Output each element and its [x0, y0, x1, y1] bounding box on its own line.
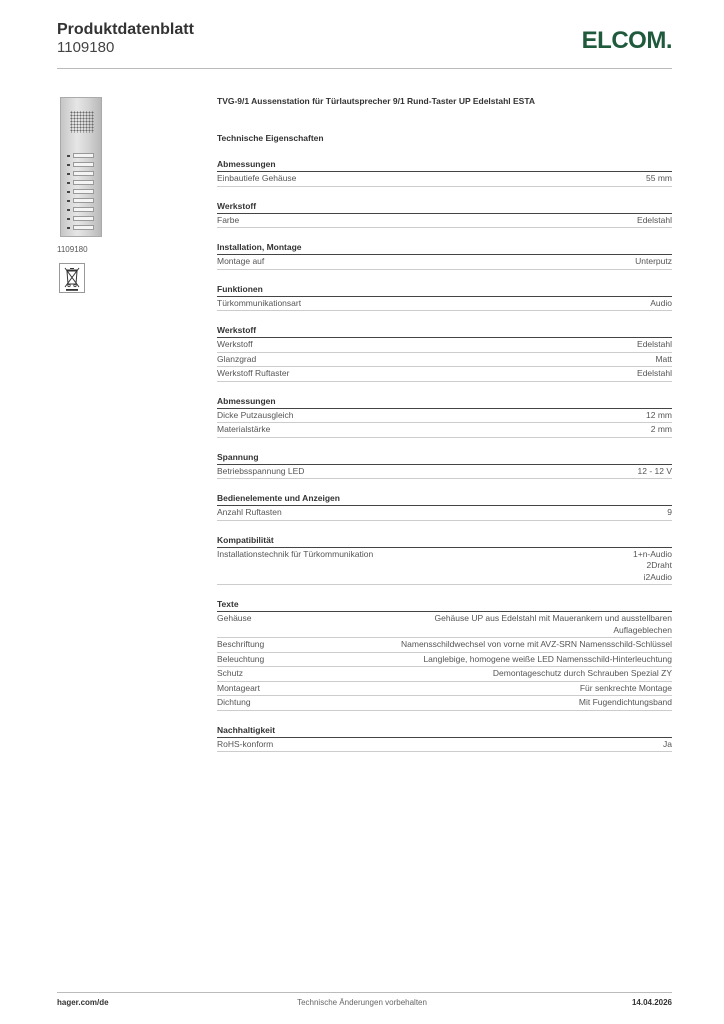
spec-label: Anzahl Ruftasten [217, 507, 282, 517]
spec-label: Glanzgrad [217, 353, 257, 364]
call-button-icon [67, 225, 95, 231]
footer-divider [57, 992, 672, 993]
spec-group-title: Abmessungen [217, 395, 672, 409]
spec-label: Gehäuse [217, 613, 252, 623]
elcom-logo: ELCOM. [581, 27, 672, 54]
call-button-icon [67, 153, 95, 159]
spec-value: 2 mm [650, 424, 672, 434]
spec-value: 12 - 12 V [637, 465, 672, 476]
spec-row [217, 338, 672, 353]
name-plate-icon [73, 207, 94, 212]
spec-group [217, 200, 672, 229]
spec-content [217, 95, 672, 752]
spec-group-title: Funktionen [217, 283, 672, 297]
spec-label: Einbautiefe Gehäuse [217, 173, 297, 183]
spec-row [217, 638, 672, 653]
footer-date: 14.04.2026 [631, 998, 672, 1007]
spec-row [217, 465, 672, 480]
button-led-icon [67, 191, 70, 193]
header-divider [57, 68, 672, 69]
spec-value: 9 [667, 507, 672, 517]
spec-group [217, 724, 672, 753]
spec-row [217, 682, 672, 697]
spec-group-title: Installation, Montage [217, 241, 672, 255]
call-button-icon [67, 171, 95, 177]
spec-label: Materialstärke [217, 424, 271, 434]
spec-value: Edelstahl [637, 339, 672, 349]
spec-group-title: Bedienelemente und Anzeigen [217, 492, 672, 506]
spec-value: 12 mm [646, 409, 672, 420]
button-led-icon [67, 155, 70, 157]
call-button-icon [67, 189, 95, 195]
spec-value: 1+n-Audio 2Draht i2Audio [633, 548, 672, 582]
spec-label: Installationstechnik für Türkommunikation [217, 548, 374, 559]
product-image [60, 97, 102, 237]
button-led-icon [67, 173, 70, 175]
spec-group-title: Texte [217, 598, 672, 612]
call-button-icon [67, 180, 95, 186]
spec-label: RoHS-konform [217, 738, 274, 749]
product-name: TVG-9/1 Aussenstation für Türlautsprecher 9/1 Rund-Taster UP Edelstahl ESTA [217, 96, 536, 106]
spec-value: Demontageschutz durch Schrauben Spezial ZY [492, 668, 672, 678]
name-plate-icon [73, 171, 94, 176]
image-caption: 1109180 [57, 245, 88, 254]
spec-group [217, 534, 672, 586]
article-number: 1109180 [57, 39, 115, 56]
spec-row [217, 738, 672, 753]
spec-group [217, 395, 672, 438]
name-plate-icon [73, 198, 94, 203]
spec-value: Namensschildwechsel von vorne mit AVZ-SRN Namensschild-Schlüssel [401, 639, 672, 649]
spec-groups [217, 158, 672, 752]
weee-bin-icon [59, 263, 85, 293]
call-button-icon [67, 216, 95, 222]
spec-group-title: Werkstoff [217, 324, 672, 338]
spec-value: Edelstahl [637, 214, 672, 225]
spec-value: Matt [655, 353, 672, 364]
spec-label: Werkstoff [217, 339, 253, 349]
name-plate-icon [73, 216, 94, 221]
spec-group [217, 324, 672, 382]
spec-label: Farbe [217, 214, 240, 225]
spec-label: Werkstoff Ruftaster [217, 368, 290, 378]
spec-row [217, 548, 672, 586]
tech-properties-heading: Technische Eigenschaften [217, 133, 324, 143]
spec-value: Edelstahl [637, 368, 672, 378]
call-button-icon [67, 207, 95, 213]
footer-disclaimer: Technische Änderungen vorbehalten [297, 998, 427, 1007]
name-plate-icon [73, 162, 94, 167]
speaker-grille [70, 111, 94, 133]
name-plate-icon [73, 153, 94, 158]
spec-group-title: Kompatibilität [217, 534, 672, 548]
button-led-icon [67, 182, 70, 184]
spec-row [217, 506, 672, 521]
spec-group-title: Werkstoff [217, 200, 672, 214]
spec-group [217, 241, 672, 270]
spec-row [217, 667, 672, 682]
spec-group [217, 598, 672, 711]
spec-group-title: Spannung [217, 451, 672, 465]
spec-row [217, 297, 672, 312]
button-led-icon [67, 227, 70, 229]
spec-value: Für senkrechte Montage [579, 682, 672, 693]
spec-label: Schutz [217, 668, 243, 678]
spec-value: Ja [663, 738, 672, 749]
spec-label: Montageart [217, 682, 260, 693]
name-plate-icon [73, 180, 94, 185]
footer-website: hager.com/de [57, 998, 109, 1007]
spec-row [217, 612, 672, 638]
spec-group [217, 451, 672, 480]
spec-value: Unterputz [635, 256, 672, 266]
spec-value: Audio [650, 297, 672, 308]
spec-row [217, 653, 672, 668]
spec-value: Langlebige, homogene weiße LED Namensschild-Hinterleuchtung [423, 653, 672, 664]
spec-label: Dicke Putzausgleich [217, 409, 294, 420]
call-button-icon [67, 198, 95, 204]
spec-label: Beschriftung [217, 639, 265, 649]
spec-row [217, 255, 672, 270]
spec-group [217, 158, 672, 187]
spec-group-title: Abmessungen [217, 158, 672, 172]
spec-row [217, 353, 672, 368]
spec-value: 55 mm [646, 173, 672, 183]
spec-label: Montage auf [217, 256, 265, 266]
spec-label: Dichtung [217, 697, 251, 707]
spec-row [217, 214, 672, 229]
spec-label: Betriebsspannung LED [217, 465, 305, 476]
document-header [57, 20, 194, 57]
spec-group [217, 492, 672, 521]
spec-row [217, 172, 672, 187]
button-led-icon [67, 164, 70, 166]
button-led-icon [67, 209, 70, 211]
spec-label: Türkommunikationsart [217, 297, 302, 308]
document-title: Produktdatenblatt [57, 21, 194, 38]
spec-row [217, 423, 672, 438]
spec-group-title: Nachhaltigkeit [217, 724, 672, 738]
spec-row [217, 409, 672, 424]
button-led-icon [67, 200, 70, 202]
spec-group [217, 283, 672, 312]
spec-label: Beleuchtung [217, 653, 265, 664]
name-plate-icon [73, 189, 94, 194]
spec-row [217, 367, 672, 382]
call-button-icon [67, 162, 95, 168]
spec-value: Mit Fugendichtungsband [578, 697, 672, 707]
name-plate-icon [73, 225, 94, 230]
spec-row [217, 696, 672, 711]
button-led-icon [67, 218, 70, 220]
spec-value: Gehäuse UP aus Edelstahl mit Mauerankern und ausstellbaren Auflageblechen [434, 613, 672, 635]
